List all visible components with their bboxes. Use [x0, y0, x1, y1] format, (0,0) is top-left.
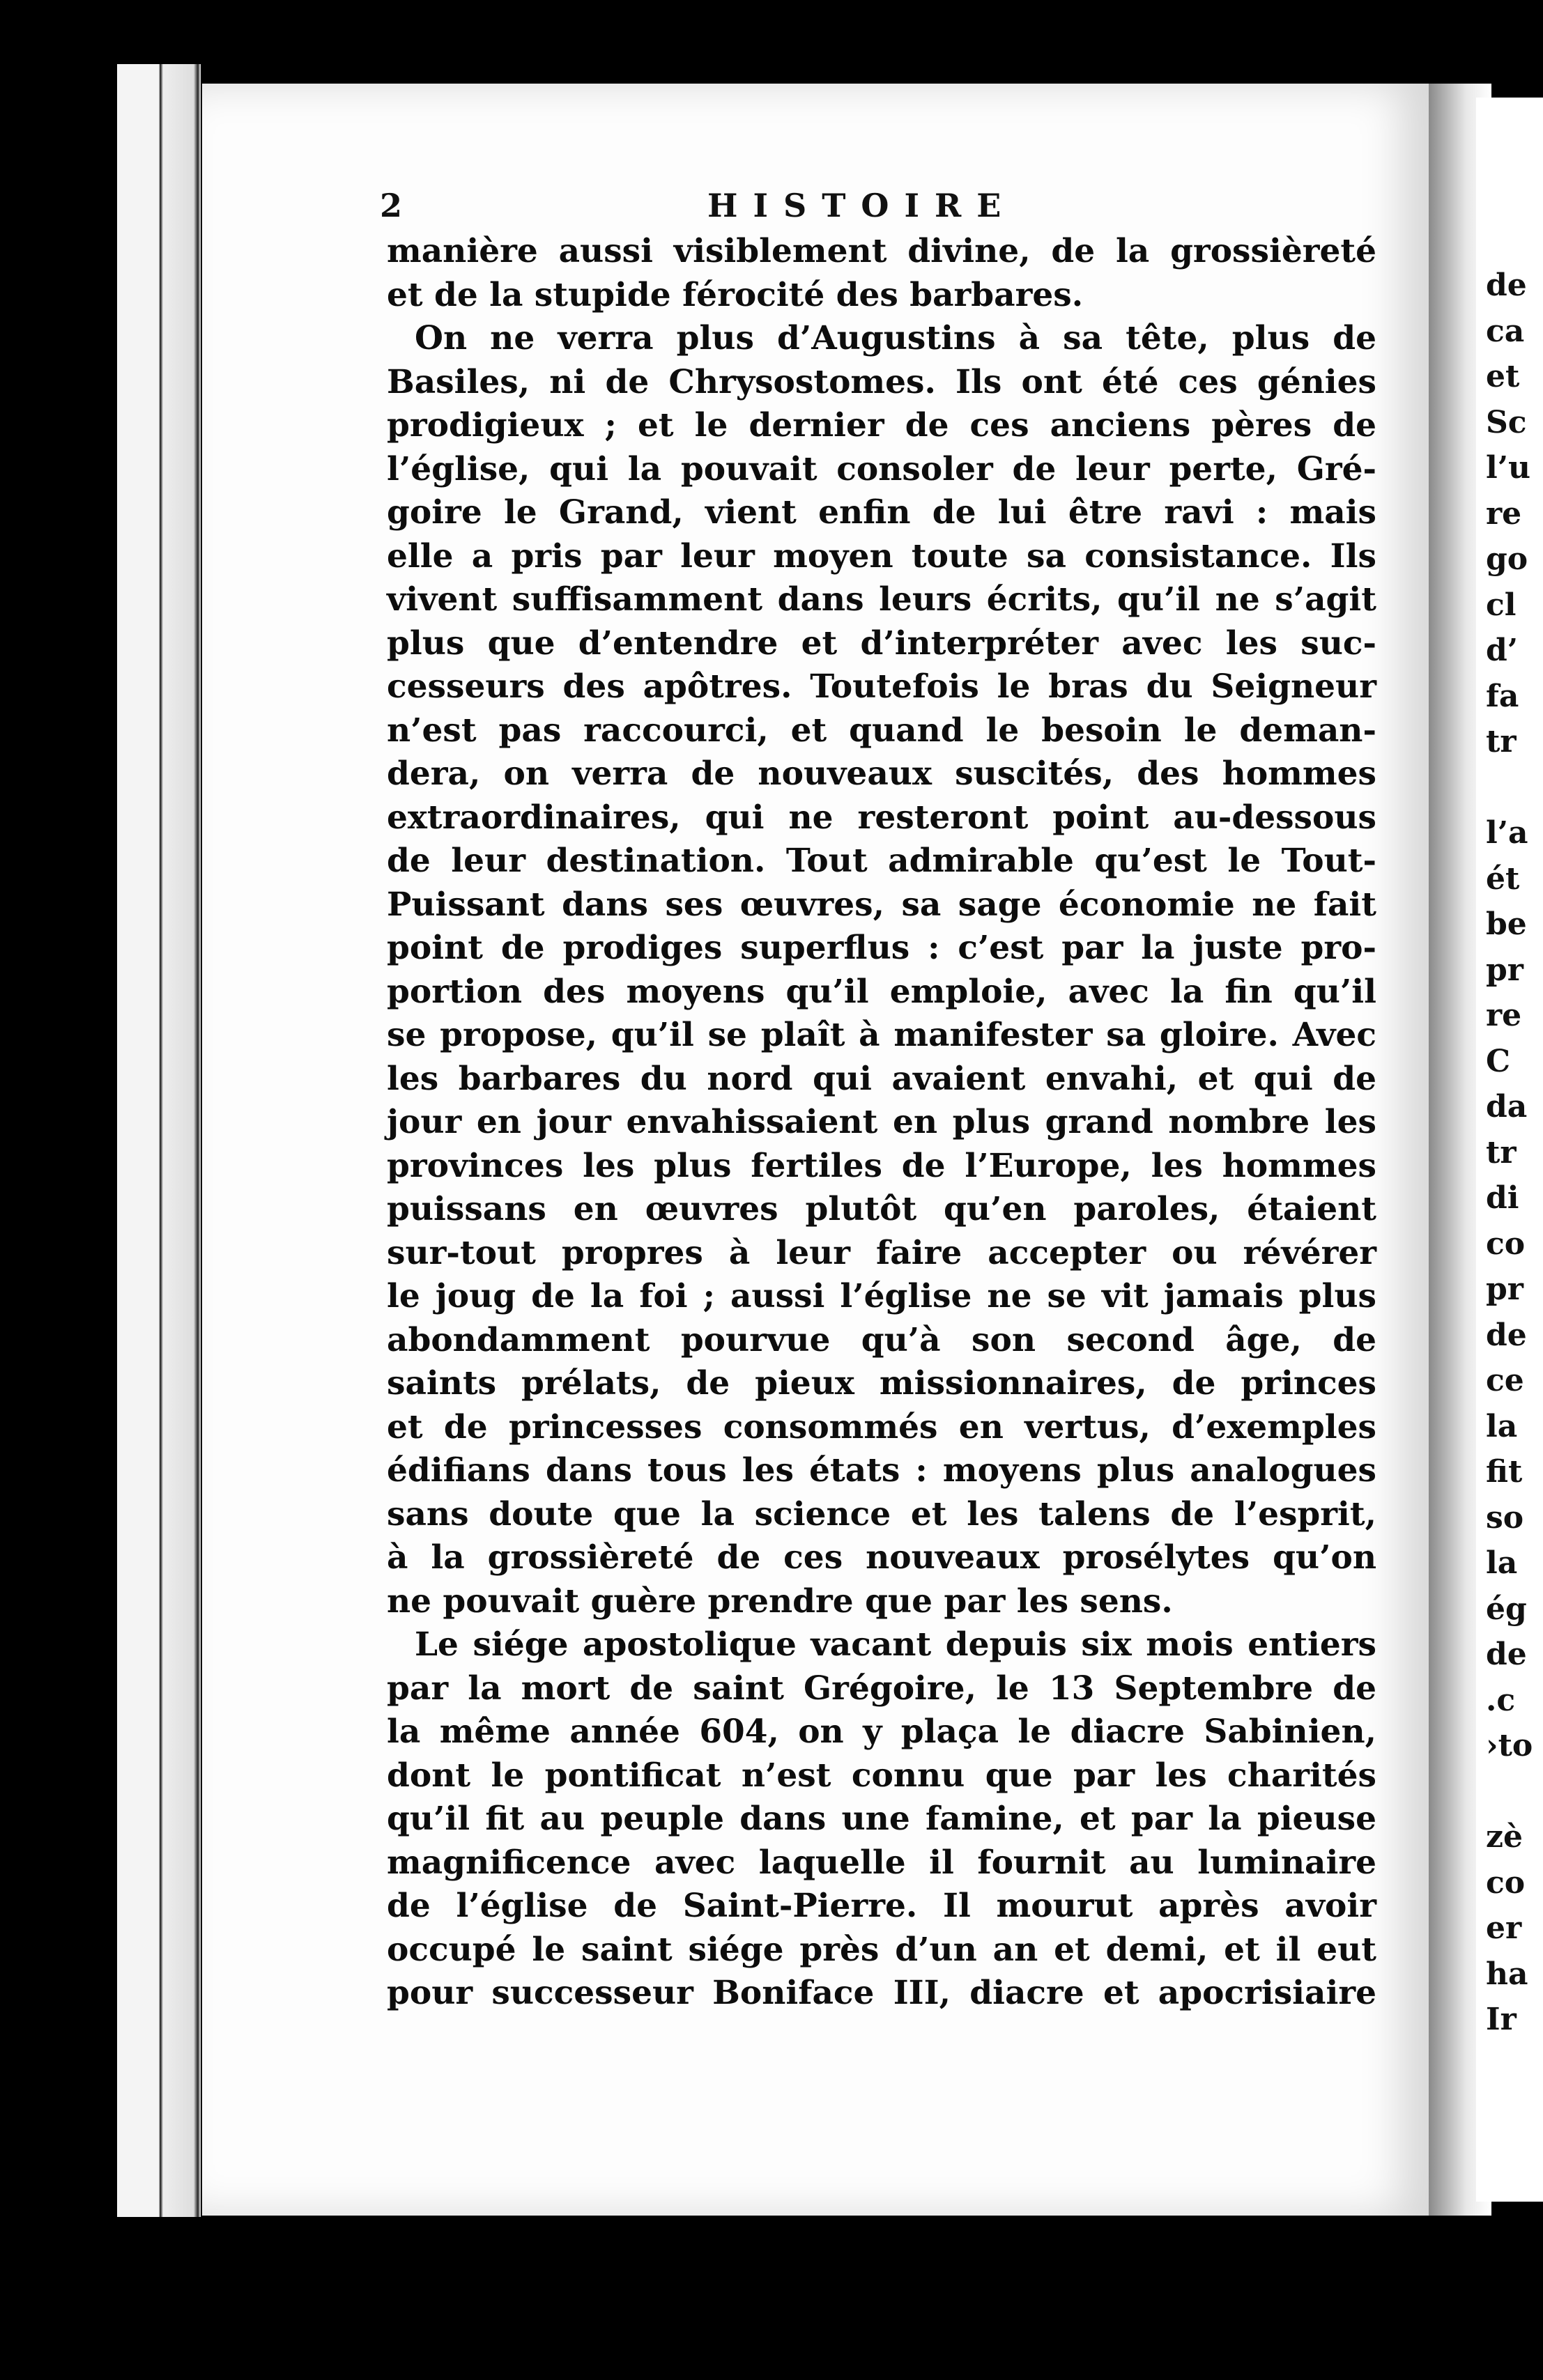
text-line: n’est pas raccourci, et quand le besoin le deman-	[387, 711, 1376, 750]
text-line: manière aussi visiblement divine, de la grossièreté	[387, 232, 1376, 270]
text-line: par la mort de saint Grégoire, le 13 Septembre de	[387, 1669, 1376, 1708]
facing-page-fragment: .c	[1486, 1682, 1516, 1718]
text-line: pour successeur Boniface III, diacre et apocrisiaire	[387, 1974, 1376, 2012]
facing-page-fragment: ég	[1486, 1591, 1527, 1627]
facing-page-fragment: da	[1486, 1089, 1528, 1125]
text-line: sans doute que la science et les talens de l’esprit,	[387, 1494, 1376, 1533]
facing-page-fragment: pr	[1486, 952, 1523, 988]
text-line: puissans en œuvres plutôt qu’en paroles, étaient	[387, 1190, 1376, 1228]
facing-page-fragment: de	[1486, 1637, 1527, 1672]
running-title: HISTOIRE	[707, 187, 1017, 224]
book-binding-edge	[117, 64, 201, 2217]
facing-page-fragment: be	[1486, 906, 1527, 942]
facing-page-fragment: go	[1486, 541, 1528, 577]
facing-page-fragment: ét	[1486, 860, 1520, 897]
facing-page-fragment: ce	[1486, 1363, 1524, 1398]
text-line: ne pouvait guère prendre que par les sens.	[387, 1582, 1173, 1621]
facing-page-fragment: fa	[1486, 678, 1519, 714]
text-line: à la grossièreté de ces nouveaux prosélytes qu’on	[387, 1538, 1376, 1577]
text-line: la même année 604, on y plaça le diacre Sabinien,	[387, 1713, 1376, 1751]
text-line: Puissant dans ses œuvres, sa sage économie ne fait	[387, 885, 1376, 924]
facing-page-fragment: pr	[1486, 1272, 1523, 1307]
text-line: On ne verra plus d’Augustins à sa tête, plus de	[415, 319, 1376, 357]
facing-page-fragment: Ir	[1486, 2002, 1517, 2037]
facing-page-fragment: zè	[1486, 1819, 1523, 1855]
text-line: jour en jour envahissaient en plus grand nombre les	[387, 1103, 1376, 1141]
facing-page-fragment: de	[1486, 1317, 1527, 1353]
text-line: dont le pontificat n’est connu que par les charités	[387, 1756, 1376, 1795]
facing-page-fragment: di	[1486, 1180, 1519, 1216]
text-line: Le siége apostolique vacant depuis six mois entiers	[415, 1625, 1376, 1664]
text-line: de leur destination. Tout admirable qu’est le Tout-	[387, 842, 1376, 880]
text-line: et de la stupide férocité des barbares.	[387, 275, 1084, 314]
text-line: extraordinaires, qui ne resteront point au-dessous	[387, 798, 1376, 837]
facing-page-fragment: tr	[1486, 1134, 1517, 1170]
text-line: édifians dans tous les états : moyens plus analogues	[387, 1451, 1376, 1490]
body-text	[387, 230, 1376, 2016]
text-line: goire le Grand, vient enfin de lui être ravi : mais	[387, 493, 1376, 532]
facing-page-fragment: l’u	[1486, 450, 1531, 486]
facing-page-fragment: Sc	[1486, 404, 1527, 440]
text-line: l’église, qui la pouvait consoler de leur perte, Gré-	[387, 449, 1376, 488]
facing-page-fragment: C	[1486, 1043, 1511, 1079]
text-line: occupé le saint siége près d’un an et demi, et il eut	[387, 1930, 1376, 1969]
text-line: les barbares du nord qui avaient envahi, et qui de	[387, 1059, 1376, 1098]
text-line: magnificence avec laquelle il fournit au luminaire	[387, 1843, 1376, 1882]
text-line: portion des moyens qu’il emploie, avec la fin qu’il	[387, 972, 1376, 1011]
facing-page-fragment: la	[1486, 1408, 1518, 1444]
text-line: provinces les plus fertiles de l’Europe, les hommes	[387, 1146, 1376, 1185]
facing-page-fragment: co	[1486, 1226, 1526, 1262]
facing-page-fragment: cl	[1486, 587, 1517, 623]
facing-page-fragment: re	[1486, 998, 1522, 1033]
page-number: 2	[380, 187, 403, 224]
text-line: et de princesses consommés en vertus, d’exemples	[387, 1407, 1376, 1446]
facing-page-fragment: et	[1486, 359, 1520, 394]
facing-page-fragment: tr	[1486, 724, 1517, 759]
text-line: abondamment pourvue qu’à son second âge, de	[387, 1320, 1376, 1359]
facing-page-fragment: ha	[1486, 1956, 1528, 1992]
page-header	[380, 187, 1369, 229]
text-line: Basiles, ni de Chrysostomes. Ils ont été ces génies	[387, 362, 1376, 401]
text-line: saints prélats, de pieux missionnaires, de princes	[387, 1364, 1376, 1402]
text-line: plus que d’entendre et d’interpréter avec les suc-	[387, 624, 1376, 663]
facing-page-fragment: so	[1486, 1499, 1524, 1536]
text-line: le joug de la foi ; aussi l’église ne se vit jamais plus	[387, 1277, 1376, 1315]
facing-page-fragment: fit	[1486, 1454, 1523, 1490]
text-line: de l’église de Saint-Pierre. Il mourut après avoir	[387, 1887, 1376, 1925]
text-line: point de prodiges superflus : c’est par la juste pro-	[387, 929, 1376, 967]
text-line: se propose, qu’il se plaît à manifester sa gloire. Avec	[387, 1016, 1376, 1054]
facing-page	[1476, 98, 1543, 2202]
facing-page-fragment: de	[1486, 268, 1527, 303]
facing-page-fragment: d’	[1486, 633, 1519, 668]
facing-page-fragment: l’a	[1486, 815, 1528, 851]
facing-page-fragment: re	[1486, 495, 1522, 532]
text-line: prodigieux ; et le dernier de ces anciens pères de	[387, 406, 1376, 445]
facing-page-fragment: ›to	[1486, 1728, 1533, 1763]
text-line: cesseurs des apôtres. Toutefois le bras du Seigneur	[387, 667, 1376, 706]
text-line: qu’il fit au peuple dans une famine, et par la pieuse	[387, 1800, 1376, 1838]
text-line: elle a pris par leur moyen toute sa consistance. Ils	[387, 536, 1376, 575]
facing-page-fragment: er	[1486, 1910, 1522, 1946]
text-line: vivent suffisamment dans leurs écrits, qu’il ne s’agit	[387, 580, 1376, 619]
facing-page-fragment: ca	[1486, 313, 1525, 349]
text-line: sur-tout propres à leur faire accepter ou révérer	[387, 1233, 1376, 1272]
facing-page-fragment: la	[1486, 1545, 1518, 1581]
facing-page-fragment: co	[1486, 1864, 1526, 1901]
text-line: dera, on verra de nouveaux suscités, des hommes	[387, 755, 1376, 793]
